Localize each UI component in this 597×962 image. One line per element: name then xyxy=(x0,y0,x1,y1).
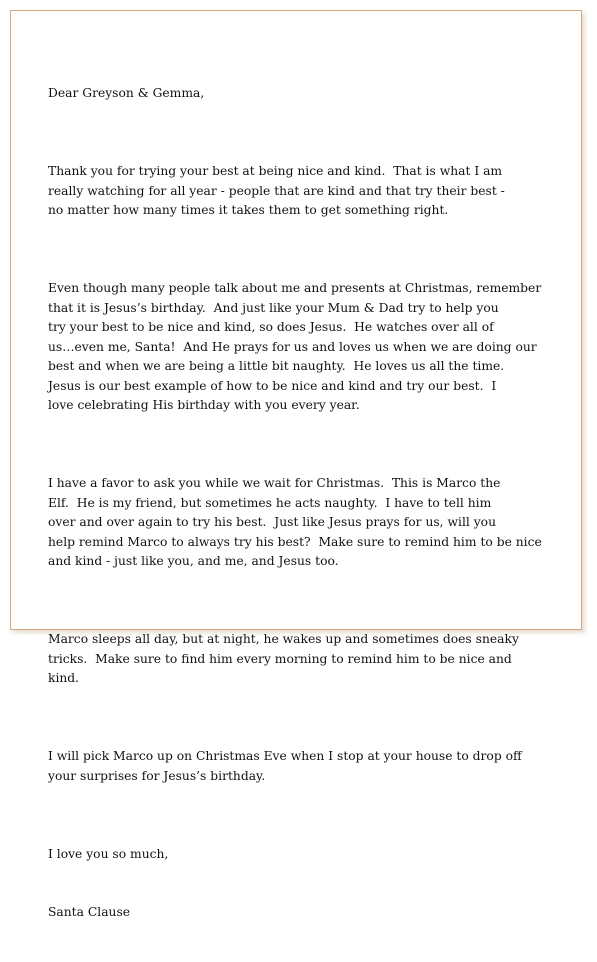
salutation: Dear Greyson & Gemma, xyxy=(48,86,205,100)
paragraph-thank-you: Thank you for trying your best at being nice and kind. That is what I am really watching for all year - people that are kind and that try their best - no matter how many times it takes them to get something right. xyxy=(48,164,505,217)
closing-line: I love you so much, xyxy=(48,846,169,861)
paragraph-marco-sleeps: Marco sleeps all day, but at night, he wakes up and sometimes does sneaky tricks. Make sure to find him every morning to remind him to be nice and kind. xyxy=(48,632,519,685)
letter-body xyxy=(48,45,568,962)
paragraph-christmas-eve: I will pick Marco up on Christmas Eve when I stop at your house to drop off your surprises for Jesus’s birthday. xyxy=(48,749,522,783)
signature: Santa Clause xyxy=(48,905,131,919)
paragraph-marco-favor: I have a favor to ask you while we wait for Christmas. This is Marco the Elf. He is my friend, but sometimes he acts naughty. I have to tell him over and over again to try his best. Just like Jesus prays for us, will you help remind Marco to always try his best? Make sure to remind him to be nice and kind - just like you, and me, and Jesus too. xyxy=(48,476,542,568)
letter-page xyxy=(10,10,582,919)
paragraph-jesus-birthday: Even though many people talk about me and presents at Christmas, remember that it is Jesus’s birthday. And just like your Mum & Dad try to help you try your best to be nice and kind, so does Jesus. He watches over all of us…even me, Santa! And He prays for us and loves us when we are doing our best and when we are being a little bit naughty. He loves us all the time. Jesus is our best example of how to be nice and kind and try our best. I love celebrating His birthday with you every year. xyxy=(48,281,542,412)
